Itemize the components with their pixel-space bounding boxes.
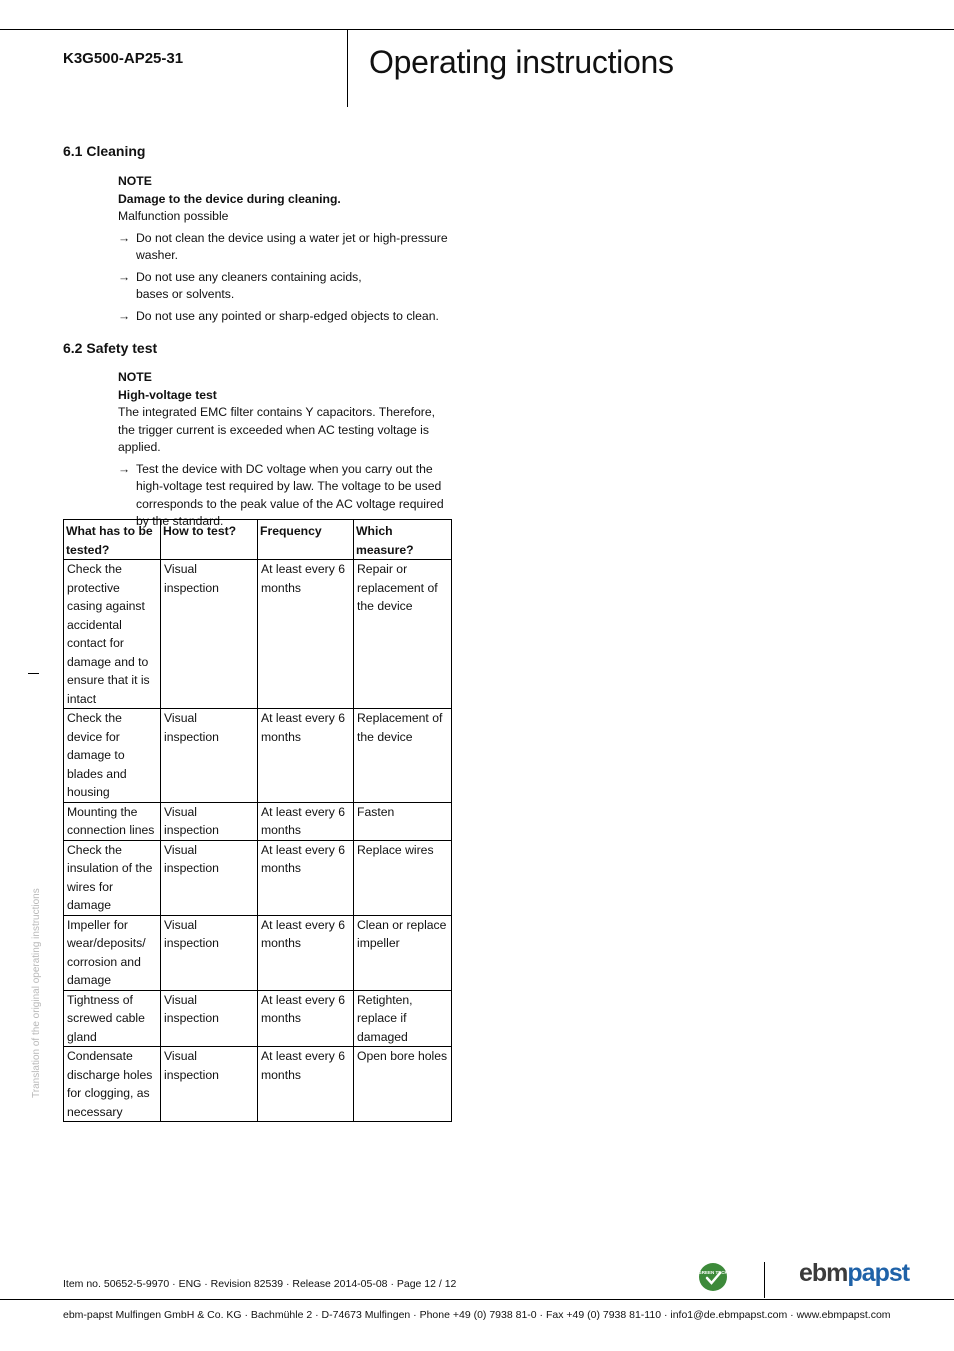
table-row — [64, 802, 452, 840]
note-title: Damage to the device during cleaning. — [118, 191, 341, 206]
step-text: Do not use any pointed or sharp-edged objects to clean. — [136, 308, 439, 323]
table-cell: At least every 6 months — [258, 560, 354, 709]
cleaning-note — [118, 173, 458, 325]
table-cell: Condensate discharge holes for clogging, as necessary — [64, 1047, 161, 1122]
header-divider — [347, 29, 348, 107]
note-label: NOTE — [118, 174, 152, 188]
logo-part-papst: papst — [847, 1259, 910, 1287]
table-cell: Tightness of screwed cable gland — [64, 990, 161, 1047]
table-cell: Visual inspection — [161, 990, 258, 1047]
greentech-badge-icon — [698, 1262, 728, 1292]
table-cell: Visual inspection — [161, 560, 258, 709]
table-cell: At least every 6 months — [258, 802, 354, 840]
table-cell: At least every 6 months — [258, 840, 354, 915]
item-info-line: Item no. 50652-5-9970 · ENG · Revision 82539 · Release 2014-05-08 · Page 12 / 12 — [63, 1278, 457, 1290]
table-cell: Retighten, replace if damaged — [354, 990, 452, 1047]
list-item — [118, 269, 366, 304]
header-top-rule — [0, 29, 954, 30]
table-cell: Visual inspection — [161, 840, 258, 915]
table-cell: Replacement of the device — [354, 709, 452, 803]
section-heading-cleaning: 6.1 Cleaning — [63, 143, 146, 159]
table-cell: Visual inspection — [161, 802, 258, 840]
table-cell: At least every 6 months — [258, 1047, 354, 1122]
table-cell: Replace wires — [354, 840, 452, 915]
table-cell: Visual inspection — [161, 915, 258, 990]
step-text: Do not clean the device using a water jet or high-pressure washer. — [136, 230, 448, 262]
logo-part-ebm: ebm — [799, 1259, 848, 1287]
company-address-line: ebm-papst Mulfingen GmbH & Co. KG · Bachmühle 2 · D-74673 Mulfingen · Phone +49 (0) 7938 81-0 · Fax +49 (0) 7938 81-110 · info1@de.ebmpapst.com · www.ebmpapst.com — [63, 1309, 891, 1321]
table-row — [64, 1047, 452, 1122]
section-heading-safety: 6.2 Safety test — [63, 340, 158, 356]
table-cell: At least every 6 months — [258, 709, 354, 803]
column-header: Which measure? — [354, 520, 452, 560]
page-title: Operating instructions — [369, 44, 674, 80]
arrow-icon: → — [118, 230, 131, 245]
footer-rule — [0, 1299, 954, 1300]
table-row — [64, 840, 452, 915]
table-cell: Mounting the connection lines — [64, 802, 161, 840]
note-text: The integrated EMC filter contains Y capacitors. Therefore, the trigger current is exceeded when AC testing voltage is applied. — [118, 405, 436, 454]
note-title: High-voltage test — [118, 387, 217, 402]
table-cell: Visual inspection — [161, 709, 258, 803]
translation-note: Translation of the original operating instructions — [31, 888, 42, 1098]
table-cell: Visual inspection — [161, 1047, 258, 1122]
arrow-icon: → — [118, 269, 131, 284]
table-cell: At least every 6 months — [258, 915, 354, 990]
list-item — [118, 230, 448, 265]
column-header: Frequency — [258, 520, 354, 560]
note-text: Malfunction possible — [118, 209, 229, 223]
column-header: How to test? — [161, 520, 258, 560]
table-cell: Check the protective casing against accidental contact for damage and to ensure that it is intact — [64, 560, 161, 709]
note-label: NOTE — [118, 370, 152, 384]
table-cell: Open bore holes — [354, 1047, 452, 1122]
table-row — [64, 560, 452, 709]
table-header-row — [64, 520, 452, 560]
table-cell: Check the insulation of the wires for damage — [64, 840, 161, 915]
table-cell: At least every 6 months — [258, 990, 354, 1047]
footer-divider — [764, 1262, 765, 1298]
fold-mark — [28, 673, 39, 674]
table-cell: Impeller for wear/deposits/ corrosion and damage — [64, 915, 161, 990]
table-cell: Clean or replace impeller — [354, 915, 452, 990]
arrow-icon: → — [118, 461, 131, 476]
table-cell: Repair or replacement of the device — [354, 560, 452, 709]
arrow-icon: → — [118, 308, 131, 323]
table-row — [64, 990, 452, 1047]
badge-text: GREEN TECH — [698, 1270, 728, 1275]
table-row — [64, 915, 452, 990]
step-text: Test the device with DC voltage when you carry out the high-voltage test required by law. The voltage to be used corresponds to the peak value of the AC voltage required by the standard. — [136, 461, 444, 528]
table-cell: Check the device for damage to blades and housing — [64, 709, 161, 803]
model-number: K3G500-AP25-31 — [63, 50, 184, 67]
table-row — [64, 709, 452, 803]
safety-note — [118, 369, 458, 531]
column-header: What has to be tested? — [64, 520, 161, 560]
step-text: Do not use any cleaners containing acids, bases or solvents. — [136, 269, 362, 301]
table-cell: Fasten — [354, 802, 452, 840]
ebmpapst-logo — [799, 1259, 909, 1288]
list-item — [118, 308, 466, 326]
inspection-table — [63, 519, 452, 1122]
